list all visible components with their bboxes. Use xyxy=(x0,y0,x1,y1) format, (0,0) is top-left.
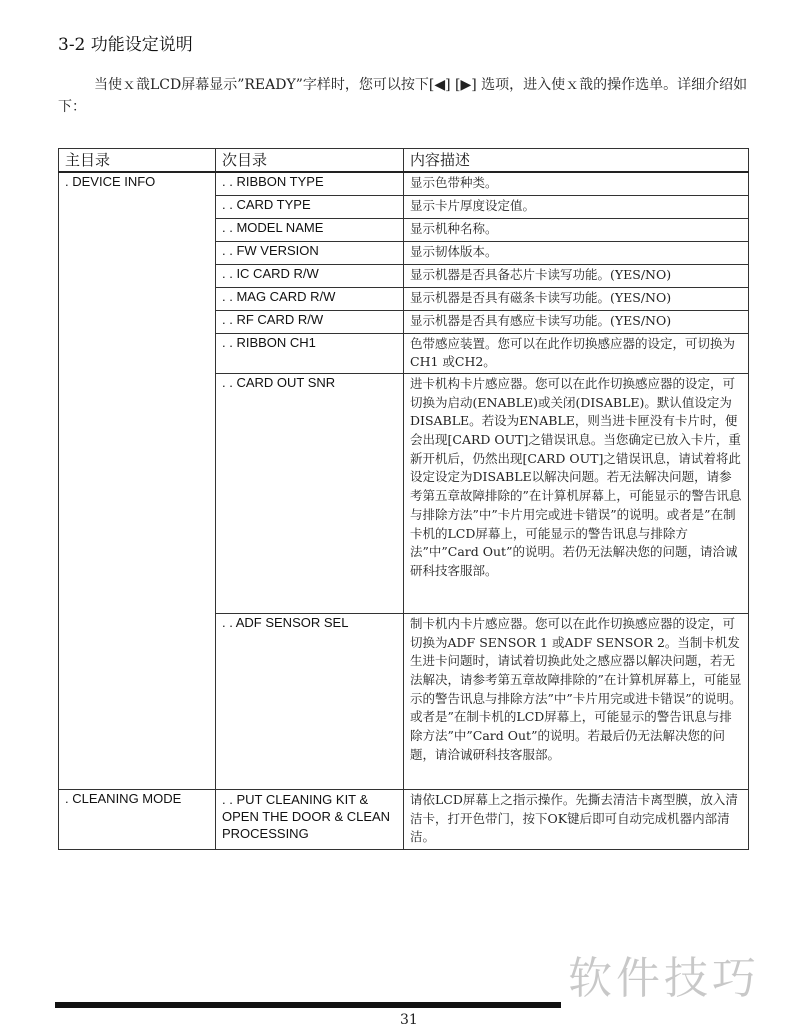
description-cell: 显示韧体版本。 xyxy=(404,241,749,264)
watermark-text: 软件技巧 xyxy=(568,953,760,1004)
main-menu-cell xyxy=(59,613,216,789)
table-row xyxy=(59,264,749,287)
main-menu-cell xyxy=(59,287,216,310)
sub-menu-cell: . . FW VERSION xyxy=(216,241,404,264)
sub-menu-cell: . . MODEL NAME xyxy=(216,218,404,241)
sub-menu-cell: . . CARD TYPE xyxy=(216,195,404,218)
function-settings-table xyxy=(58,148,749,850)
main-menu-cell: . DEVICE INFO xyxy=(59,172,216,195)
description-cell: 制卡机内卡片感应器。您可以在此作切换感应器的设定，可切换为ADF SENSOR 1 或ADF SENSOR 2。当制卡机发生进卡问题时，请试着切换此处之感应器以解决问题，若无法解决，请参考第五章故障排除的”在计算机屏幕上，可能显示的警告讯息与排除方法”中”卡片用完或进卡错误”的说明。或者是”在制卡机的LCD屏幕上，可能显示的警告讯息与排除方法”中”Card Out”的说明。若最后仍无法解决您的问题，请洽诚研科技客服部。 xyxy=(404,613,749,789)
main-menu-cell xyxy=(59,264,216,287)
description-cell: 显示机种名称。 xyxy=(404,218,749,241)
page-number: 31 xyxy=(400,1012,418,1028)
header-main-menu: 主目录 xyxy=(59,149,216,173)
table-row xyxy=(59,241,749,264)
table-header-row xyxy=(59,149,749,173)
main-menu-cell: . CLEANING MODE xyxy=(59,789,216,849)
main-menu-cell xyxy=(59,241,216,264)
main-menu-cell xyxy=(59,310,216,333)
sub-menu-cell: . . CARD OUT SNR xyxy=(216,373,404,613)
header-sub-menu: 次目录 xyxy=(216,149,404,173)
description-cell: 显示机器是否具有感应卡读写功能。(YES/NO) xyxy=(404,310,749,333)
main-menu-cell xyxy=(59,195,216,218)
table-row xyxy=(59,789,749,849)
table-row xyxy=(59,218,749,241)
sub-menu-cell: . . RIBBON TYPE xyxy=(216,172,404,195)
main-menu-cell xyxy=(59,218,216,241)
table-row xyxy=(59,333,749,373)
description-cell: 显示色带种类。 xyxy=(404,172,749,195)
main-menu-cell xyxy=(59,333,216,373)
description-cell: 色带感应装置。您可以在此作切换感应器的设定，可切换为CH1 或CH2。 xyxy=(404,333,749,373)
page-heading: 3-2 功能设定说明 xyxy=(58,35,193,55)
header-description: 内容描述 xyxy=(404,149,749,173)
table-row xyxy=(59,373,749,613)
table-row xyxy=(59,287,749,310)
description-cell: 显示机器是否具有磁条卡读写功能。(YES/NO) xyxy=(404,287,749,310)
table-row xyxy=(59,195,749,218)
intro-paragraph: 当使ｘ戠LCD屏幕显示”READY”字样时，您可以按下[◀] [▶] 选项，进入使ｘ戠的操作选单。详细介绍如下： xyxy=(58,77,748,115)
description-cell: 显示卡片厚度设定值。 xyxy=(404,195,749,218)
sub-menu-cell: . . ADF SENSOR SEL xyxy=(216,613,404,789)
sub-menu-cell: . . RIBBON CH1 xyxy=(216,333,404,373)
footer-rule xyxy=(55,1002,561,1008)
description-cell: 请依LCD屏幕上之指示操作。先撕去清洁卡离型膜，放入清洁卡，打开色带门，按下OK键后即可自动完成机器内部清洁。 xyxy=(404,789,749,849)
sub-menu-cell: . . IC CARD R/W xyxy=(216,264,404,287)
sub-menu-cell: . . MAG CARD R/W xyxy=(216,287,404,310)
table-row xyxy=(59,310,749,333)
table-row xyxy=(59,613,749,789)
sub-menu-cell: . . PUT CLEANING KIT & OPEN THE DOOR & CLEAN PROCESSING xyxy=(216,789,404,849)
main-menu-cell xyxy=(59,373,216,613)
sub-menu-cell: . . RF CARD R/W xyxy=(216,310,404,333)
description-cell: 进卡机构卡片感应器。您可以在此作切换感应器的设定，可切换为启动(ENABLE)或关闭(DISABLE)。默认值设定为DISABLE。若设为ENABLE，则当进卡匣没有卡片时，便会出现[CARD OUT]之错误讯息。当您确定已放入卡片，重新开机后，仍然出现[CARD OUT]之错误讯息，请试着将此设定设定为DISABLE以解决问题。若无法解决问题，请参考第五章故障排除的”在计算机屏幕上，可能显示的警告讯息与排除方法”中”卡片用完或进卡错误”的说明。或者是”在制卡机的LCD屏幕上，可能显示的警告讯息与排除方法”中”Card Out”的说明。若仍无法解决您的问题，请洽诚研科技客服部。 xyxy=(404,373,749,613)
description-cell: 显示机器是否具备芯片卡读写功能。(YES/NO) xyxy=(404,264,749,287)
table-row xyxy=(59,172,749,195)
